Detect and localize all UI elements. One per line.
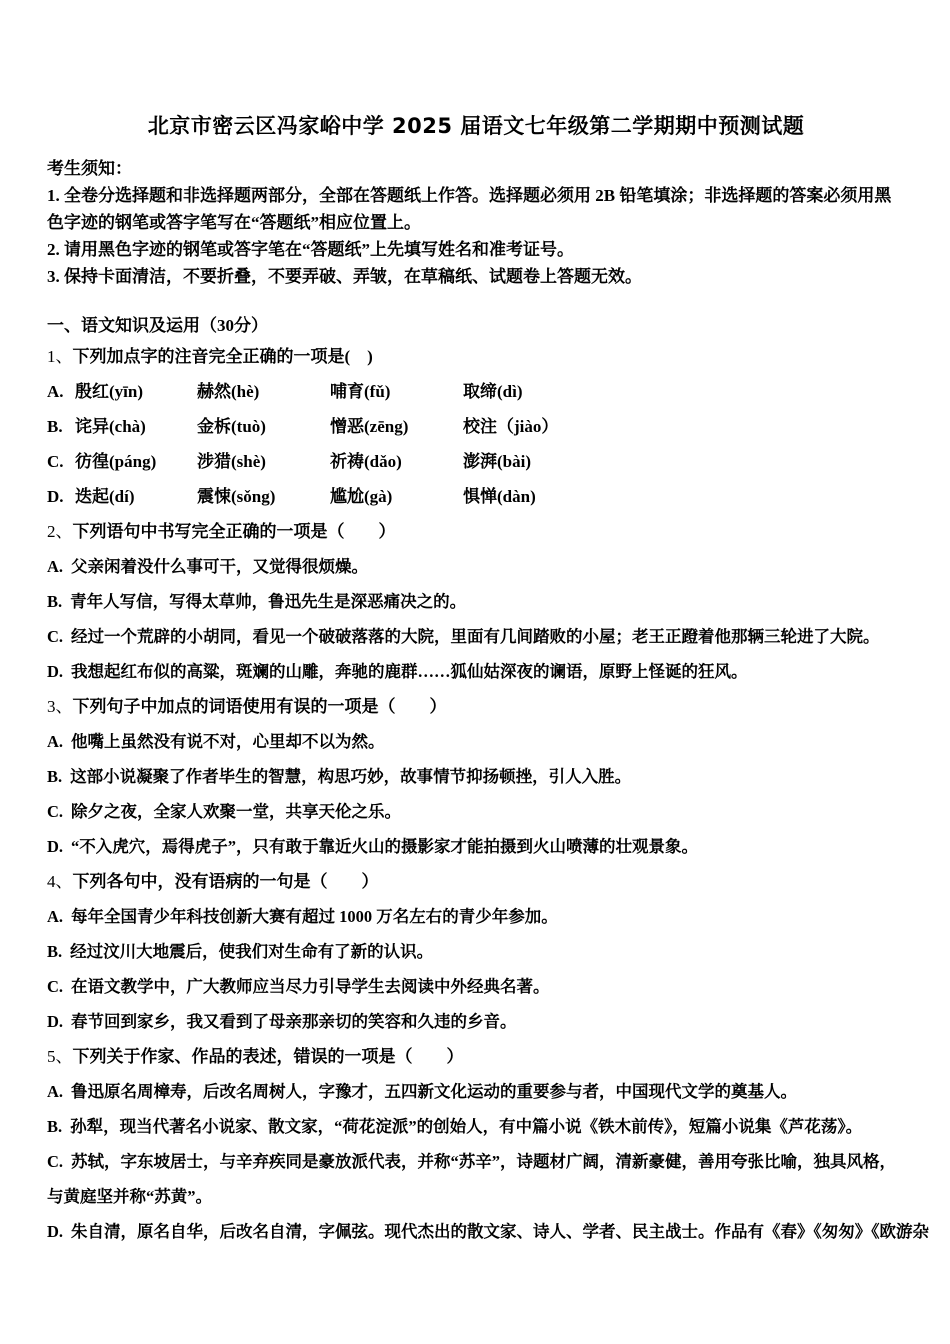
question-3-option-c: C. 除夕之夜，全家人欢聚一堂，共享天伦之乐。: [47, 802, 402, 821]
question-1-stem: 1、下列加点字的注音完全正确的一项是( ): [47, 347, 373, 366]
option-text: 除夕之夜，全家人欢聚一堂，共享天伦之乐。: [71, 802, 402, 821]
option-text: 经过一个荒辟的小胡同，看见一个破破落落的大院，里面有几间踏败的小屋；老王正蹬着他那辆三轮进了大院。: [71, 627, 880, 646]
question-1-option-a: A. 殷红(yīn) 赫然(hè) 哺育(fǔ) 取缔(dì): [47, 374, 905, 409]
option-text: 父亲闲着没什么事可干，又觉得很烦燥。: [71, 557, 369, 576]
question-2-option-a: A. 父亲闲着没什么事可干，又觉得很烦燥。: [47, 557, 369, 576]
question-3-option-d: D. “不入虎穴，焉得虎子”，只有敢于靠近火山的摄影家才能拍摄到火山喷薄的壮观景象。: [47, 837, 699, 856]
option-text: 孙犁，现当代著名小说家、散文家，“荷花淀派”的创始人，有中篇小说《铁木前传》，短篇小说集《芦花荡》。: [70, 1117, 863, 1136]
pinyin-item: 殷红(yīn): [75, 382, 143, 401]
notice-item-2: 2. 请用黑色字迹的钢笔或答字笔在“答题纸”上先填写姓名和准考证号。: [47, 240, 574, 259]
option-text: 朱自清，原名自华，后改名自清，字佩弦。现代杰出的散文家、诗人、学者、民主战士。作品有《春》《匆匆》《欧游杂: [71, 1222, 930, 1241]
question-5-number: 5、: [47, 1047, 73, 1066]
pinyin-item: 校注（jiào）: [463, 417, 559, 436]
question-2-option-c: C. 经过一个荒辟的小胡同，看见一个破破落落的大院，里面有几间踏败的小屋；老王正蹬着他那辆三轮进了大院。: [47, 627, 880, 646]
pinyin-item: 尴尬(gà): [330, 487, 393, 506]
option-text: 这部小说凝聚了作者毕生的智慧，构思巧妙，故事情节抑扬顿挫，引人入胜。: [70, 767, 632, 786]
question-5-option-a: A. 鲁迅原名周樟寿，后改名周树人，字豫才，五四新文化运动的重要参与者，中国现代文学的奠基人。: [47, 1082, 798, 1101]
question-2-option-b: B. 青年人写信，写得太草帅，鲁迅先生是深恶痛决之的。: [47, 592, 467, 611]
pinyin-item: 澎湃(bài): [463, 452, 531, 471]
pinyin-item: 震悚(sǒng): [197, 487, 276, 506]
question-4-option-d: D. 春节回到家乡，我又看到了母亲那亲切的笑容和久违的乡音。: [47, 1012, 517, 1031]
notice-heading: 考生须知：: [47, 159, 132, 178]
option-text: “不入虎穴，焉得虎子”，只有敢于靠近火山的摄影家才能拍摄到火山喷薄的壮观景象。: [71, 837, 699, 856]
question-1-number: 1、: [47, 347, 73, 366]
pinyin-item: 祈祷(dǎo): [330, 452, 402, 471]
question-4-number: 4、: [47, 872, 73, 891]
option-text: 青年人写信，写得太草帅，鲁迅先生是深恶痛决之的。: [70, 592, 467, 611]
question-4-option-b: B. 经过汶川大地震后，使我们对生命有了新的认识。: [47, 942, 434, 961]
option-text: 每年全国青少年科技创新大赛有超过 1000 万名左右的青少年参加。: [71, 907, 558, 926]
option-text: 在语文教学中，广大教师应当尽力引导学生去阅读中外经典名著。: [71, 977, 550, 996]
notice-item-3: 3. 保持卡面清洁，不要折叠，不要弄破、弄皱，在草稿纸、试题卷上答题无效。: [47, 267, 642, 286]
question-1-option-b: B. 诧异(chà) 金柝(tuò) 憎恶(zēng) 校注（jiào）: [47, 409, 905, 444]
question-3-option-b: B. 这部小说凝聚了作者毕生的智慧，构思巧妙，故事情节抑扬顿挫，引人入胜。: [47, 767, 632, 786]
question-3-option-a: A. 他嘴上虽然没有说不对，心里却不以为然。: [47, 732, 385, 751]
question-4-option-c: C. 在语文教学中，广大教师应当尽力引导学生去阅读中外经典名著。: [47, 977, 550, 996]
option-text: 鲁迅原名周樟寿，后改名周树人，字豫才，五四新文化运动的重要参与者，中国现代文学的奠基人。: [71, 1082, 798, 1101]
question-1-option-c: C. 彷徨(páng) 涉猎(shè) 祈祷(dǎo) 澎湃(bài): [47, 444, 905, 479]
question-5-stem: 5、下列关于作家、作品的表述，错误的一项是（ ）: [47, 1047, 464, 1066]
question-4-option-a: A. 每年全国青少年科技创新大赛有超过 1000 万名左右的青少年参加。: [47, 907, 558, 926]
question-3: [47, 689, 905, 864]
question-5-option-d: D. 朱自清，原名自华，后改名自清，字佩弦。现代杰出的散文家、诗人、学者、民主战士。作品有《春》《匆匆》《欧游杂: [47, 1222, 930, 1241]
pinyin-item: 迭起(dí): [75, 487, 135, 506]
question-5: [47, 1039, 930, 1249]
page-title: 北京市密云区冯家峪中学 2025 届语文七年级第二学期期中预测试题: [147, 114, 805, 138]
pinyin-item: 哺育(fǔ): [330, 382, 391, 401]
question-5-option-b: B. 孙犁，现当代著名小说家、散文家，“荷花淀派”的创始人，有中篇小说《铁木前传》，短篇小说集《芦花荡》。: [47, 1117, 863, 1136]
option-text: 我想起红布似的高粱，斑斓的山雕，奔驰的鹿群……狐仙姑深夜的谰语，原野上怪诞的狂风。: [71, 662, 748, 681]
question-3-number: 3、: [47, 697, 73, 716]
question-2-number: 2、: [47, 522, 73, 541]
option-text: 苏轼，字东坡居士，与辛弃疾同是豪放派代表，并称“苏辛”，诗题材广阔，清新豪健，善用夸张比喻，独具风格，与黄庭坚并称“苏黄”。: [47, 1152, 897, 1206]
pinyin-item: 涉猎(shè): [197, 452, 266, 471]
question-2: [47, 514, 905, 689]
pinyin-item: 赫然(hè): [197, 382, 260, 401]
question-1-option-d: D. 迭起(dí) 震悚(sǒng) 尴尬(gà) 惧惮(dàn): [47, 479, 905, 514]
pinyin-item: 诧异(chà): [75, 417, 146, 436]
question-1: [47, 339, 905, 514]
pinyin-item: 惧惮(dàn): [463, 487, 536, 506]
question-2-stem: 2、下列语句中书写完全正确的一项是（ ）: [47, 522, 396, 541]
pinyin-item: 金柝(tuò): [197, 417, 266, 436]
question-4: [47, 864, 905, 1039]
question-4-stem: 4、下列各句中，没有语病的一句是（ ）: [47, 872, 379, 891]
pinyin-item: 彷徨(páng): [75, 452, 157, 471]
question-5-option-c: C. 苏轼，字东坡居士，与辛弃疾同是豪放派代表，并称“苏辛”，诗题材广阔，清新豪健，善用夸张比喻，独具风格，与黄庭坚并称“苏黄”。: [47, 1152, 897, 1206]
pinyin-item: 憎恶(zēng): [330, 417, 409, 436]
question-3-stem: 3、下列句子中加点的词语使用有误的一项是（ ）: [47, 697, 447, 716]
option-text: 他嘴上虽然没有说不对，心里却不以为然。: [71, 732, 385, 751]
option-text: 经过汶川大地震后，使我们对生命有了新的认识。: [70, 942, 434, 961]
option-text: 春节回到家乡，我又看到了母亲那亲切的笑容和久违的乡音。: [71, 1012, 517, 1031]
question-2-option-d: D. 我想起红布似的高粱，斑斓的山雕，奔驰的鹿群……狐仙姑深夜的谰语，原野上怪诞的狂风。: [47, 662, 748, 681]
notice-item-1: 1. 全卷分选择题和非选择题两部分，全部在答题纸上作答。选择题必须用 2B 铅笔填涂；非选择题的答案必须用黑色字迹的钢笔或答字笔写在“答题纸”相应位置上。: [47, 186, 892, 232]
pinyin-item: 取缔(dì): [463, 382, 523, 401]
section-heading: 一、语文知识及运用（30分）: [47, 316, 268, 335]
